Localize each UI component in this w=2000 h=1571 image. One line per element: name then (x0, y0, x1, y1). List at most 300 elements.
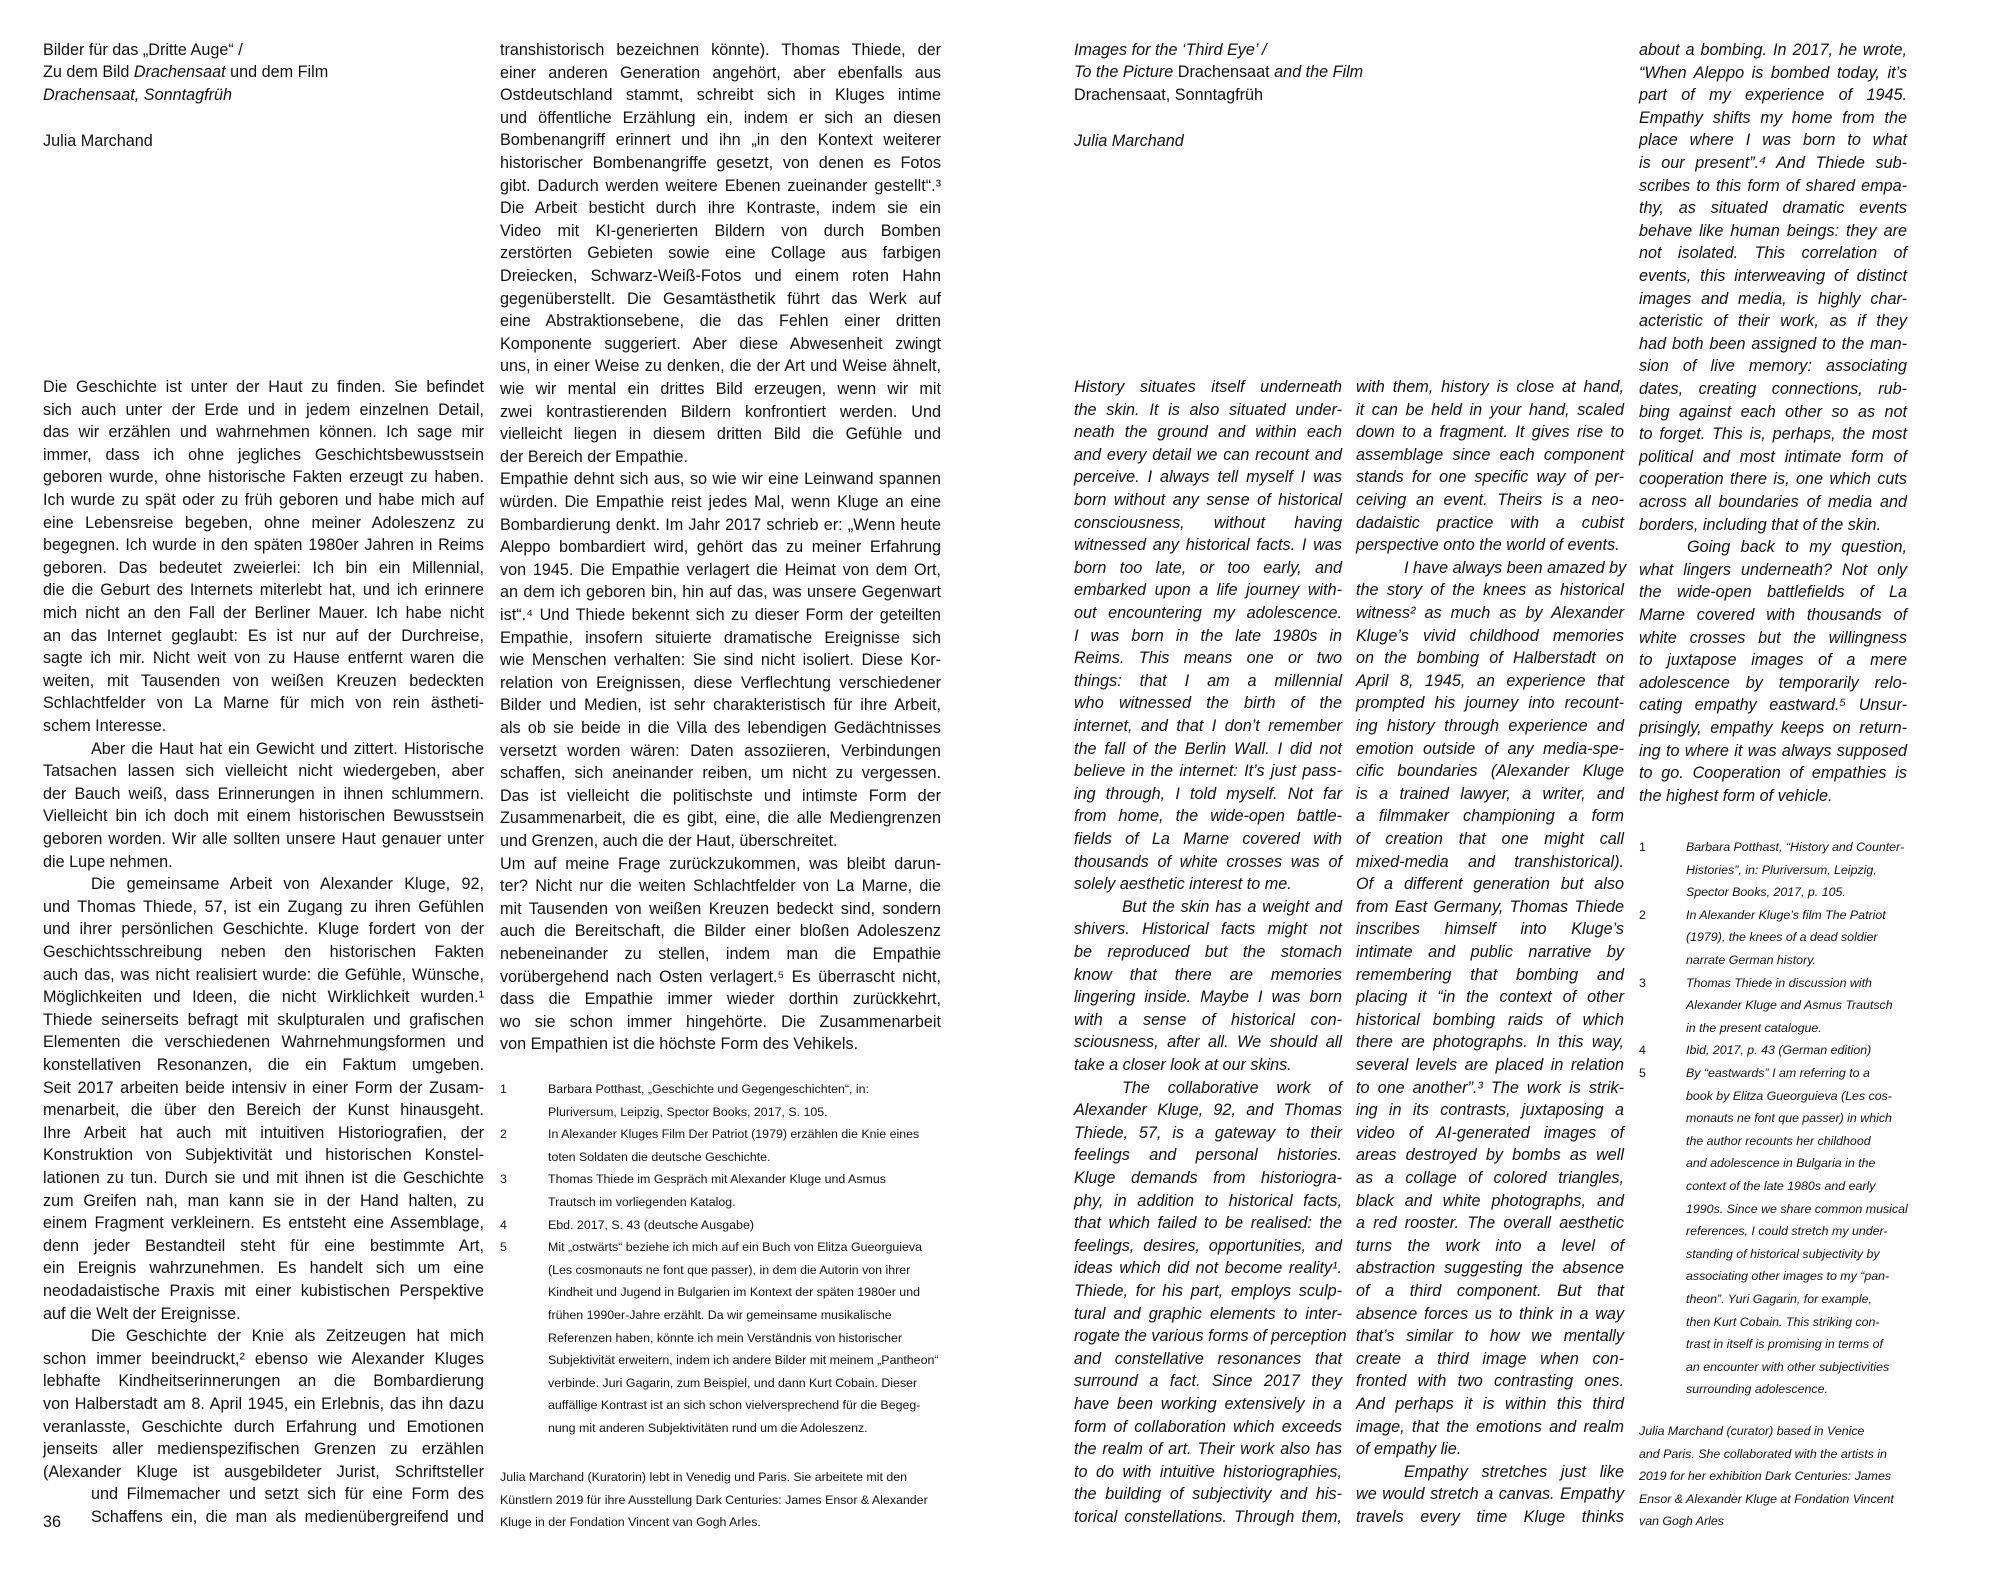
text-line: what lingers underneath? Not only (1639, 560, 1907, 579)
text-line: Die Arbeit besticht durch ihre Kontraste, indem sie ein (500, 199, 941, 218)
footnote-text: associating other images to my “pan- (1686, 1269, 1890, 1284)
text-line: to go. Cooperation of empathies is (1639, 764, 1907, 783)
author-name: Julia Marchand (1074, 132, 1184, 150)
text-line: areas destroyed by bombs as well (1356, 1146, 1624, 1165)
title-line-2 (1074, 61, 1363, 84)
footnote-text: references, I could stretch my under- (1686, 1224, 1888, 1239)
footnote-text: frühen 1990er-Jahre erzählt. Da wir gemeinsame musikalische (548, 1308, 892, 1322)
text-line: with them, history is close at hand, (1356, 378, 1624, 396)
text-line: thousands of white crosses was of (1074, 852, 1342, 871)
title-text: To the Picture (1074, 63, 1178, 81)
footnote-text: standing of historical subjectivity by (1686, 1246, 1880, 1261)
text-line: The collaborative work of (1122, 1078, 1342, 1097)
text-line: Schlachtfelder von La Marne für mich von rein ästheti- (43, 694, 484, 713)
footnote-text: the author recounts her childhood (1686, 1133, 1871, 1148)
text-line: Kluge’s vivid childhood memories (1356, 626, 1624, 645)
text-line: form of collaboration which exceeds (1074, 1417, 1342, 1436)
text-line: ter? Nicht nur die weiten Schlachtfelder von La Marne, die (500, 877, 941, 896)
text-line: und Thomas Thiede, 57, ist ein Zugang zu ihren Gefühlen (43, 897, 484, 916)
text-line: I was born in the late 1980s in (1074, 626, 1342, 645)
text-line: veranlasste, Geschichte durch Erfahrung und Emotionen (43, 1417, 484, 1436)
footnote-text: Thomas Thiede in discussion with (1686, 975, 1872, 990)
text-line: fields of La Marne covered with (1074, 830, 1342, 848)
footnote-number: 3 (1639, 975, 1646, 990)
text-line: gibt. Dadurch werden weitere Ebenen zueinander gestellt“.³ (500, 176, 941, 195)
text-line: Reims. This means one or two (1074, 649, 1342, 668)
text-line: ing through, I told myself. Not far (1074, 784, 1342, 803)
author-name: Julia Marchand (43, 132, 153, 150)
text-line: borders, including that of the skin. (1639, 515, 1882, 534)
text-line: ein Ereignis wahrzunehmen. Es handelt sich um eine (43, 1259, 484, 1278)
text-line: Um auf meine Frage zurückzukommen, was bleibt darun- (500, 854, 941, 873)
text-line: mit Tausenden von weißen Kreuzen bedeckt sind, sondern (500, 899, 941, 918)
bio-text: and Paris. She collaborated with the artists in (1639, 1446, 1887, 1461)
footnote-text: Barbara Potthast, “History and Counter- (1686, 840, 1905, 854)
footnote-text: then Kurt Cobain. This striking con- (1686, 1314, 1880, 1329)
title-line-2 (43, 61, 328, 84)
text-line: als ob sie beide in die Villa des lebendigen Gedächtnisses (500, 719, 941, 737)
text-line: acteristic of their work, as if they (1639, 312, 1907, 331)
text-line: torical constellations. Through them, (1074, 1508, 1342, 1526)
text-line: Die gemeinsame Arbeit von Alexander Kluge, 92, (91, 875, 484, 894)
text-line: dates, creating connections, rub- (1639, 380, 1907, 398)
text-line: out encountering my adolescence. (1074, 604, 1342, 622)
text-line: lingering inside. Maybe I was born (1074, 988, 1342, 1007)
footnote-text: Subjektivität erweitern, indem ich andere Bilder mit meinem „Pantheon“ (548, 1353, 939, 1368)
text-line: Dreiecken, Schwarz-Weiß-Fotos und einem roten Hahn (500, 267, 941, 285)
text-line: had both been assigned to the man- (1639, 334, 1907, 353)
footnote-number: 2 (1639, 907, 1646, 922)
text-line: Zusammenarbeit, die es gibt, eine, die alle Mediengrenzen (500, 809, 941, 828)
title-line-1: Bilder für das „Dritte Auge“ / (43, 41, 243, 59)
text-line: turns the work into a level of (1356, 1236, 1624, 1255)
text-line: Thiede, for his part, employs sculp- (1074, 1282, 1342, 1300)
footnote-text: toten Soldaten die deutsche Geschichte. (548, 1149, 771, 1164)
text-line: die Lupe nehmen. (43, 852, 173, 871)
text-line: der Bereich der Empathie. (500, 447, 689, 466)
text-line: Geschichtsschreibung neben den historischen Fakten (43, 943, 484, 961)
text-line: ing history through experience and (1356, 717, 1624, 735)
footnote-text: Referenzen haben, könnte ich mein Verständnis von historischer (548, 1330, 903, 1345)
text-line: von 1945. Die Empathie verlagert die Heimat von dem Ort, (500, 560, 941, 579)
text-line: Ostdeutschland stammt, schreibt sich in Kluges intime (500, 86, 941, 105)
text-line: embarked upon a life journey with- (1074, 581, 1342, 600)
text-line: Empathy stretches just like (1404, 1462, 1624, 1481)
text-line: white crosses but the willingness (1639, 628, 1907, 647)
text-line: not isolated. This correlation of (1639, 244, 1907, 263)
text-line: Möglichkeiten und Ideen, die nicht Wirklichkeit wurden.¹ (43, 988, 484, 1007)
text-line: Die Geschichte der Knie als Zeitzeugen hat mich (91, 1327, 484, 1346)
text-line: versetzt worden wären: Daten assoziieren, Verbindungen (500, 741, 941, 760)
bio-text: Ensor & Alexander Kluge at Fondation Vincent (1639, 1491, 1894, 1506)
text-line: perspective onto the world of events. (1356, 536, 1620, 555)
text-line: das wir erzählen und wahrnehmen können. Ich sage mir (43, 423, 484, 442)
title-text: und dem Film (225, 63, 329, 81)
text-line: tural and graphic elements to inter- (1074, 1304, 1342, 1323)
text-line: an das Internet geglaubt: Es ist nur auf der Durchreise, (43, 626, 484, 645)
text-line: several levels are placed in relation (1356, 1056, 1624, 1074)
text-line: phy, in addition to historical facts, (1074, 1191, 1342, 1210)
text-line: konstellativen Resonanzen, die ein Faktum umgeben. (43, 1056, 484, 1074)
text-line: rogate the various forms of perception (1074, 1327, 1347, 1346)
text-line: und ihrer persönlichen Geschichte. Kluge fordert von der (43, 920, 484, 939)
footnote-number: 1 (500, 1082, 507, 1096)
text-line: solely aesthetic interest to me. (1074, 875, 1292, 894)
text-line: on the bombing of Halberstadt on (1356, 649, 1624, 668)
text-line: internet, and that I don’t remember (1074, 717, 1342, 735)
text-line: Bombardierung denkt. Im Jahr 2017 schrieb er: „Wenn heute (500, 515, 941, 534)
text-line: witness² as much as by Alexander (1356, 604, 1624, 622)
text-line: with a sense of historical con- (1074, 1010, 1342, 1029)
bio-text: Julia Marchand (Kuratorin) lebt in Venedig und Paris. Sie arbeitete mit den (500, 1470, 908, 1484)
text-line: schon immer beeindruckt,² ebenso wie Alexander Kluges (43, 1349, 484, 1368)
footnote-text: Barbara Potthast, „Geschichte und Gegengeschichten“, in: (548, 1082, 869, 1096)
text-line: jenseits aller medienspezifischen Grenzen zu erzählen (43, 1440, 484, 1459)
text-line: sion of live memory: associating (1639, 357, 1907, 376)
text-line: sich auch unter der Erde und in jedem einzelnen Detail, (43, 400, 484, 419)
bio-text: Kluge in der Fondation Vincent van Gogh Arles. (500, 1515, 761, 1530)
text-line: denn jeder Bestandteil steht für eine bestimmte Art, (43, 1236, 484, 1255)
text-line: nebeneinander zu stellen, indem man die Empathie (500, 945, 941, 963)
text-line: auch das, was nicht realisiert wurde: die Gefühle, Wünsche, (43, 965, 484, 984)
text-line: create a third image when con- (1356, 1349, 1624, 1368)
text-line: schem Interesse. (43, 717, 167, 735)
text-line: zerstörten Gebieten sowie eine Collage aus farbigen (500, 244, 941, 263)
text-line: ideas which did not become reality¹. (1074, 1259, 1342, 1278)
text-line: a filmmaker championing a form (1356, 807, 1624, 826)
text-line: prompted his journey into recount- (1356, 694, 1624, 713)
text-line: Seit 2017 arbeiten beide intensiv in einer Form der Zusam- (43, 1078, 484, 1097)
text-line: Die Geschichte ist unter der Haut zu finden. Sie befindet (43, 378, 484, 396)
text-line: mixed-media and transhistorical). (1356, 852, 1624, 871)
text-line: things: that I am a millennial (1074, 671, 1342, 690)
page-number: 36 (43, 1513, 62, 1531)
footnote-text: theon”. Yuri Gagarin, for example, (1686, 1292, 1872, 1306)
footnote-text: monauts ne font que passer) in which (1686, 1111, 1892, 1126)
text-line: der Bauch weiß, dass Erinnerungen in ihnen schlummern. (43, 784, 484, 803)
text-line: History situates itself underneath (1074, 378, 1342, 396)
text-line: the realm of art. Their work also has (1074, 1440, 1342, 1459)
text-line: black and white photographs, and (1356, 1191, 1624, 1210)
text-line: absence forces us to think in a way (1356, 1304, 1624, 1323)
text-line: von Halberstadt am 8. April 1945, ein Erlebnis, das ihn dazu (43, 1395, 484, 1413)
text-line: ing to where it was always supposed (1639, 741, 1907, 760)
text-line: Konstruktion von Subjektivität und historischen Konstel- (43, 1146, 484, 1165)
text-line: uns, in einer Weise zu denken, die der Art und Weise ähnelt, (500, 357, 941, 376)
text-line: know that there are memories (1074, 965, 1342, 984)
text-line: wie wir mental ein drittes Bild erzeugen, wenn wir mit (500, 380, 941, 398)
text-line: stands for one specific way of per- (1356, 468, 1624, 487)
text-line: Thiede, 57, is a gateway to their (1074, 1123, 1342, 1142)
text-line: wo sie schon immer hingehörte. Die Zusammenarbeit (500, 1012, 941, 1031)
footnote-text: auffällige Kontrast ist an sich schon vielversprechend für die Begeg- (548, 1398, 921, 1413)
text-line: perceive. I always tell myself I was (1074, 468, 1342, 487)
footnote-text: (Les cosmonauts ne font que passer), in dem die Autorin von ihrer (548, 1262, 911, 1277)
text-line: Bilder und Medien, ist sehr charakteristisch für ihre Arbeit, (500, 696, 941, 715)
footnote-text: and adolescence in Bulgaria in the (1686, 1156, 1876, 1171)
footnote-text: Alexander Kluge and Asmus Trautsch (1686, 998, 1893, 1013)
text-line: political and most intimate form of (1639, 447, 1907, 466)
text-line: events, this interweaving of distinct (1639, 267, 1907, 285)
text-line: and every detail we can recount and (1074, 445, 1342, 464)
text-line: the highest form of vehicle. (1639, 786, 1833, 805)
text-line: einem Fragment verkleinern. Es entsteht eine Assemblage, (43, 1214, 484, 1233)
text-line: intimate and public narrative by (1356, 943, 1624, 961)
footnote-text: Pluriversum, Leipzig, Spector Books, 2017, S. 105. (548, 1104, 828, 1119)
text-line: about a bombing. In 2017, he wrote, (1639, 41, 1907, 59)
text-line: that which failed to be realised: the (1074, 1214, 1342, 1233)
text-line: bing against each other so as not (1639, 402, 1907, 421)
footnote-number: 4 (1639, 1043, 1646, 1058)
text-line: historical bombing raids of which (1356, 1010, 1624, 1029)
footnote-text: By “eastwards” I am referring to a (1686, 1066, 1870, 1080)
text-line: wie Menschen verhalten: Sie sind nicht isoliert. Diese Kor- (500, 651, 941, 670)
text-line: Thiede seinerseits befragt mit skulpturalen und grafischen (43, 1010, 484, 1029)
title-line-3: Drachensaat, Sonntagfrüh (43, 86, 232, 104)
text-line: eine Lebensreise begeben, ohne meiner Adoleszenz zu (43, 513, 484, 532)
text-line: geboren. Das bedeutet zweierlei: Ich bin ein Millennial, (43, 558, 484, 577)
text-line: video of AI-generated images of (1356, 1123, 1624, 1142)
text-line: the skin. It is also situated under- (1074, 400, 1342, 419)
bio-text: Künstlern 2019 für ihre Ausstellung Dark Centuries: James Ensor & Alexander (500, 1492, 928, 1507)
text-line: of a third component. But that (1356, 1282, 1624, 1300)
text-line: sciousness, after all. We should all (1074, 1033, 1342, 1052)
text-line: Empathie, insofern situierte dramatische Ereignisse sich (500, 628, 941, 647)
text-line: of creation that one might call (1356, 830, 1624, 848)
text-line: scribes to this form of shared empa- (1639, 176, 1907, 195)
text-line: zum Greifen nah, man kann sie in der Hand halten, zu (43, 1191, 484, 1210)
text-line: travels every time Kluge thinks (1356, 1508, 1624, 1526)
text-line: there are photographs. In this way, (1356, 1033, 1624, 1052)
text-line: (Alexander Kluge ist ausgebildeter Jurist, Schriftsteller (43, 1462, 484, 1481)
text-line: ceiving an event. Theirs is a neo- (1356, 491, 1624, 509)
text-line: Bombenangriff erinnert und ihn „in den Kontext weiterer (500, 131, 941, 150)
text-line: schaffen, sich aneinander reiben, um nicht zu vergessen. (500, 764, 941, 783)
text-line: und Grenzen, auch die der Haut, überschreitet. (500, 832, 838, 850)
text-line: geboren worden. Wir alle sollten unsere Haut genauer unter (43, 830, 484, 848)
text-line: image, that the emotions and realm (1356, 1417, 1624, 1436)
text-line: as a collage of colored triangles, (1356, 1169, 1624, 1187)
text-line: it can be held in your hand, scaled (1356, 400, 1624, 419)
footnote-text: Spector Books, 2017, p. 105. (1686, 885, 1846, 900)
text-line: emotion outside of any media-spe- (1356, 739, 1624, 758)
footnote-number: 1 (1639, 840, 1646, 854)
text-line: Elementen die verschiedenen Wahrnehmungsformen und (43, 1033, 484, 1052)
text-line: transhistorisch bezeichnen könnte). Thomas Thiede, der (500, 41, 941, 59)
text-line: shivers. Historical facts might not (1074, 920, 1342, 939)
footnote-text: Ebd. 2017, S. 43 (deutsche Ausgabe) (548, 1217, 754, 1232)
text-line: Aber die Haut hat ein Gewicht und zittert. Historische (91, 739, 484, 758)
footnote-text: verbinde. Juri Gagarin, zum Beispiel, und dann Kurt Cobain. Dieser (548, 1375, 918, 1390)
footnote-text: Histories”, in: Pluriversum, Leipzig, (1686, 862, 1877, 877)
text-line: auf die Welt der Ereignisse. (43, 1304, 241, 1323)
text-line: And perhaps it is within this third (1356, 1395, 1624, 1413)
text-line: who witnessed the birth of the (1074, 694, 1342, 713)
text-line: die die Geburt des Internets miterlebt hat, und ich erinnere (43, 581, 484, 600)
text-line: and constellative resonances that (1074, 1349, 1342, 1368)
text-line: have been working extensively in a (1074, 1395, 1342, 1413)
text-line: born without any sense of historical (1074, 491, 1342, 509)
title-text: and the Film (1269, 63, 1364, 81)
text-line: einer anderen Generation angehört, aber ebenfalls aus (500, 63, 941, 82)
text-line: begegnen. Ich wurde in den späten 1980er Jahren in Reims (43, 536, 484, 555)
text-line: cating empathy eastward.⁵ Unsur- (1639, 696, 1907, 715)
text-line: we would stretch a canvas. Empathy (1356, 1485, 1624, 1504)
text-line: eine Abstraktionsebene, die das Fehlen einer dritten (500, 312, 941, 331)
text-line: Video mit KI-generierten Bildern von durch Bomben (500, 221, 941, 240)
text-line: inscribes himself into Kluge’s (1356, 920, 1624, 939)
text-line: Going back to my question, (1687, 538, 1907, 557)
text-line: from home, the wide-open battle- (1074, 807, 1342, 826)
text-line: Tatsachen lassen sich vielleicht nicht wiedergeben, aber (43, 762, 484, 781)
text-line: geboren wurde, ohne historische Fakten erzeugt zu haben. (43, 468, 484, 487)
footnote-number: 5 (500, 1240, 507, 1255)
text-line: placing it “in the context of other (1356, 988, 1624, 1007)
text-line: weiten, mit Tausenden von weißen Kreuzen bedeckten (43, 671, 484, 690)
text-line: I have always been amazed by (1404, 558, 1627, 577)
text-line: surround a fact. Since 2017 they (1074, 1372, 1342, 1391)
footnote-number: 5 (1639, 1066, 1646, 1080)
text-line: the building of subjectivity and his- (1074, 1485, 1342, 1504)
footnote-number: 3 (500, 1172, 507, 1187)
text-line: prisingly, empathy keeps on return- (1639, 719, 1907, 737)
text-line: zwei kontrastierenden Bildern konfrontiert werden. Und (500, 402, 941, 421)
text-line: Alexander Kluge, 92, and Thomas (1074, 1101, 1342, 1120)
text-line: April 8, 1945, an experience that (1356, 671, 1624, 690)
footnote-text: an encounter with other subjectivities (1686, 1359, 1890, 1374)
footnote-text: surrounding adolescence. (1686, 1382, 1828, 1397)
text-line: vielleicht liegen in diesem dritten Bild die Gefühle und (500, 425, 941, 444)
text-line: is our present”.⁴ And Thiede sub- (1639, 154, 1907, 172)
text-line: born too late, or too early, and (1074, 558, 1342, 577)
text-line: lebhafte Kindheitserinnerungen an die Bombardierung (43, 1372, 484, 1391)
title-work-name: Drachensaat (133, 63, 226, 81)
text-line: und öffentliche Erzählung ein, indem er sich an diesen (500, 108, 941, 127)
footnote-number: 4 (500, 1217, 507, 1232)
text-line: fronted with two contrasting ones. (1356, 1372, 1624, 1391)
text-line: to juxtapose images of a mere (1639, 651, 1907, 670)
footnote-text: Ibid, 2017, p. 43 (German edition) (1686, 1043, 1872, 1058)
text-line: Ich wurde zu spät oder zu früh geboren und habe mich auf (43, 491, 484, 509)
text-line: is a trained lawyer, a writer, and (1356, 784, 1624, 803)
text-line: Empathie dehnt sich aus, so wie wir eine Leinwand spannen (500, 470, 941, 489)
text-line: of empathy lie. (1356, 1440, 1462, 1459)
footnote-text: narrate German history. (1686, 953, 1816, 967)
text-line: that’s similar to how we mentally (1356, 1327, 1624, 1346)
bio-text: van Gogh Arles (1639, 1514, 1724, 1529)
text-line: to do with intuitive historiographies, (1074, 1462, 1342, 1481)
title-line-1: Images for the ‘Third Eye’ / (1074, 41, 1267, 59)
text-line: adolescence by temporarily relo- (1639, 673, 1907, 692)
text-line: Ihre Arbeit hat auch mit intuitiven Historiografien, der (43, 1123, 484, 1142)
text-line: und Filmemacher und setzt sich für eine Form des (91, 1485, 484, 1504)
footnote-text: trast in itself is promising in terms of (1686, 1337, 1883, 1352)
footnote-text: Mit „ostwärts“ beziehe ich mich auf ein Buch von Elitza Gueorguieva (548, 1240, 922, 1255)
text-line: feelings, desires, opportunities, and (1074, 1236, 1342, 1255)
text-line: part of my experience of 1945. (1639, 86, 1907, 105)
footnote-text: book by Elitza Gueorguieva (Les cos- (1686, 1088, 1892, 1103)
footnote-text: In Alexander Kluges Film Der Patriot (1979) erzählen die Knie eines (548, 1127, 920, 1142)
text-line: Aleppo bombardiert wird, gehört das zu meiner Erfahrung (500, 538, 941, 557)
text-line: place where I was born to what (1639, 131, 1907, 150)
footnote-text: context of the late 1980s and early (1686, 1179, 1876, 1193)
text-line: the fall of the Berlin Wall. I did not (1074, 739, 1342, 758)
title-line-3: Drachensaat, Sonntagfrüh (1074, 86, 1263, 104)
text-line: gegenüberstellt. Die Gesamtästhetik führt das Werk auf (500, 289, 941, 308)
text-line: from East Germany, Thomas Thiede (1356, 897, 1624, 916)
text-line: ing in its contrasts, juxtaposing a (1356, 1101, 1624, 1120)
text-line: historischer Bombenangriffe gesetzt, von denen es Fotos (500, 154, 941, 172)
text-line: Das ist vielleicht die politischste und intimste Form der (500, 786, 941, 805)
text-line: down to a fragment. It gives rise to (1356, 423, 1624, 442)
text-line: an dem ich geboren bin, hin auf das, was unsere Gegenwart (500, 583, 941, 602)
text-line: Kluge demands from historiogra- (1074, 1169, 1342, 1187)
text-line: würden. Die Empathie reist jedes Mal, wenn Kluge an eine (500, 493, 941, 511)
text-line: cooperation there is, one which cuts (1639, 470, 1907, 489)
text-line: behave like human beings: they are (1639, 221, 1907, 240)
text-line: neath the ground and within each (1074, 423, 1342, 442)
text-line: Schaffens ein, die man als medienübergreifend und (91, 1508, 484, 1526)
text-line: dadaistic practice with a cubist (1356, 513, 1624, 532)
text-line: But the skin has a weight and (1122, 897, 1342, 916)
text-line: to forget. This is, perhaps, the most (1639, 425, 1907, 444)
text-line: von Empathien ist die höchste Form des Vehikels. (500, 1035, 859, 1054)
text-line: take a closer look at our skins. (1074, 1056, 1292, 1074)
text-line: witnessed any historical facts. I was (1074, 536, 1342, 555)
text-line: assemblage since each component (1356, 445, 1624, 464)
text-line: Komponente suggeriert. Aber diese Abwesenheit zwingt (500, 334, 941, 353)
text-line: immer, dass ich ohne jegliches Geschichtsbewusstsein (43, 445, 484, 464)
text-line: auch die Bereitschaft, die Bilder einer bloßen Adoleszenz (500, 922, 941, 941)
text-line: across all boundaries of media and (1639, 493, 1907, 511)
text-line: neodadaistische Praxis mit einer kubistischen Perspektive (43, 1282, 484, 1300)
text-line: thy, as situated dramatic events (1639, 199, 1907, 218)
text-line: feelings and personal histories. (1074, 1146, 1342, 1165)
text-line: believe in the internet: It’s just pass- (1074, 762, 1342, 781)
text-line: the story of the knees as historical (1356, 581, 1624, 600)
title-text: Zu dem Bild (43, 63, 134, 81)
text-line: to one another”.³ The work is strik- (1356, 1078, 1624, 1097)
text-line: vorübergehend nach Osten verlagert.⁵ Es überrascht nicht, (500, 967, 941, 986)
text-line: a red rooster. The overall aesthetic (1356, 1214, 1624, 1233)
text-line: be reproduced but the stomach (1074, 943, 1342, 961)
bio-text: Julia Marchand (curator) based in Venice (1639, 1424, 1865, 1438)
footnote-text: Thomas Thiede im Gespräch mit Alexander Kluge und Asmus (548, 1172, 886, 1187)
text-line: relation von Ereignissen, diese Verflechtung verschiedener (500, 673, 941, 692)
text-line: menarbeit, die über den Bereich der Kunst hinausgeht. (43, 1101, 484, 1120)
text-line: ist“.⁴ Und Thiede bekennt sich zu dieser Form der geteilten (500, 606, 941, 624)
text-line: Marne covered with thousands of (1639, 606, 1907, 624)
footnote-text: in the present catalogue. (1686, 1020, 1822, 1035)
text-line: Vielleicht bin ich doch mit einem historischen Bewusstsein (43, 807, 484, 826)
text-line: Of a different generation but also (1356, 875, 1624, 894)
footnote-text: Trautsch im vorliegenden Katalog. (548, 1195, 736, 1209)
footnote-text: 1990s. Since we share common musical (1686, 1201, 1908, 1216)
text-line: the wide-open battlefields of La (1639, 583, 1907, 602)
text-line: “When Aleppo is bombed today, it’s (1639, 63, 1907, 82)
text-line: mich nicht an den Fall der Berliner Mauer. Ich habe nicht (43, 604, 484, 622)
text-line: dass die Empathie immer wieder dorthin zurückkehrt, (500, 990, 941, 1009)
text-line: lationen zu tun. Durch sie und mit ihnen ist die Geschichte (43, 1169, 484, 1187)
footnote-text: In Alexander Kluge’s film The Patriot (1686, 907, 1886, 922)
text-line: images and media, is highly char- (1639, 289, 1907, 308)
text-line: Empathy shifts my home from the (1639, 108, 1907, 127)
footnote-text: Kindheit und Jugend in Bulgarien im Kontext der späten 1980er und (548, 1285, 920, 1300)
text-line: remembering that bombing and (1356, 965, 1624, 984)
text-line: abstraction suggesting the absence (1356, 1259, 1624, 1278)
footnote-text: nung mit anderen Subjektivitäten rund um die Adoleszenz. (548, 1421, 868, 1435)
title-work-name: Drachensaat (1177, 63, 1270, 81)
